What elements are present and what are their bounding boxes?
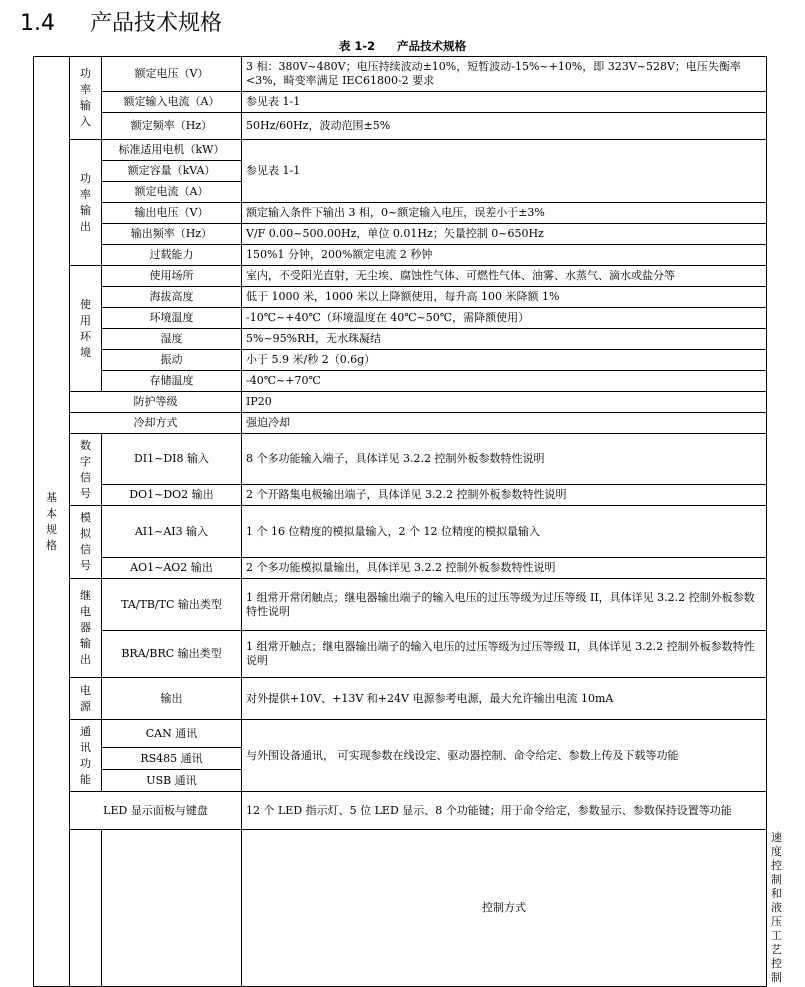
ai-input-label: AI1~AI3 输入 <box>102 506 242 558</box>
usage-place-label: 使用场所 <box>102 266 242 287</box>
ta-output-value: 1 组常开常闭触点；继电器输出端子的输入电压的过压等级为过压等级 II，具体详见 3.2.2 控制外板参数特性说明 <box>242 579 767 631</box>
section-title: 产品技术规格 <box>90 11 223 36</box>
table-row <box>34 224 767 245</box>
rated-input-current-value: 参见表 1-1 <box>242 92 767 113</box>
bra-output-label: BRA/BRC 输出类型 <box>102 631 242 678</box>
comm-value: 与外围设备通讯， 可实现参数在线设定、驱动器控制、命令给定、参数上传及下载等功能 <box>242 720 767 792</box>
table-row <box>34 792 767 830</box>
caption-title: 产品技术规格 <box>397 39 467 53</box>
table-row <box>34 140 767 161</box>
table-row <box>34 371 767 392</box>
table-row <box>34 113 767 140</box>
power-supply-label: 输出 <box>102 678 242 720</box>
rated-capacity-label: 额定容量（kVA） <box>102 161 242 182</box>
basic-spec-group-label: 基本规格 <box>46 490 57 552</box>
ambient-temp-value: -10℃~+40℃（环境温度在 40℃~50℃，需降额使用） <box>242 308 767 329</box>
di-input-value: 8 个多功能输入端子，具体详见 3.2.2 控制外板参数特性说明 <box>242 434 767 485</box>
rated-frequency-label: 额定频率（Hz） <box>102 113 242 140</box>
table-row: 控制方式 速度控制和液压工艺控制 <box>34 830 767 987</box>
storage-temp-value: -40℃~+70℃ <box>242 371 767 392</box>
table-row <box>34 506 767 558</box>
table-row <box>34 485 767 506</box>
can-comm-label: CAN 通讯 <box>102 720 242 748</box>
power-output-group-cell <box>70 140 102 266</box>
protection-value: IP20 <box>242 392 767 413</box>
rated-current-label: 额定电流（A） <box>102 182 242 203</box>
humidity-label: 湿度 <box>102 329 242 350</box>
output-voltage-label: 输出电压（V） <box>102 203 242 224</box>
table-row <box>34 308 767 329</box>
table-row <box>34 579 767 631</box>
rated-voltage-label: 额定电压（V） <box>102 57 242 92</box>
table-row <box>34 350 767 371</box>
control-empty-cell <box>102 830 242 987</box>
table-row <box>34 266 767 287</box>
output-frequency-value: V/F 0.00~500.00Hz，单位 0.01Hz；矢量控制 0~650Hz <box>242 224 767 245</box>
ao-output-value: 2 个多功能模拟量输出，具体详见 3.2.2 控制外板参数特性说明 <box>242 558 767 579</box>
analog-signal-group-cell <box>70 506 102 579</box>
table-row <box>34 245 767 266</box>
storage-temp-label: 存储温度 <box>102 371 242 392</box>
altitude-value: 低于 1000 米，1000 米以上降额使用，每升高 100 米降额 1% <box>242 287 767 308</box>
usage-place-value: 室内，不受阳光直射，无尘埃、腐蚀性气体、可燃性气体、油雾、水蒸气、滴水或盐分等 <box>242 266 767 287</box>
spec-table <box>33 56 782 987</box>
digital-signal-group-cell <box>70 434 102 506</box>
power-supply-group-label: 电源 <box>80 683 91 713</box>
table-row <box>34 203 767 224</box>
comm-group-cell <box>70 720 102 792</box>
table-row <box>34 434 767 485</box>
output-merged-value: 参见表 1-1 <box>242 140 767 203</box>
do-output-label: DO1~DO2 输出 <box>102 485 242 506</box>
power-supply-value: 对外提供+10V、+13V 和+24V 电源参考电源，最大允许输出电流 10mA <box>242 678 767 720</box>
rated-frequency-value: 50Hz/60Hz，波动范围±5% <box>242 113 767 140</box>
humidity-value: 5%~95%RH，无水珠凝结 <box>242 329 767 350</box>
cooling-label: 冷却方式 <box>70 413 242 434</box>
relay-output-group-cell <box>70 579 102 678</box>
ai-input-value: 1 个 16 位精度的模拟量输入，2 个 12 位精度的模拟量输入 <box>242 506 767 558</box>
table-caption <box>0 38 805 54</box>
table-row <box>34 558 767 579</box>
table-row <box>34 413 767 434</box>
altitude-label: 海拔高度 <box>102 287 242 308</box>
table-row <box>34 678 767 720</box>
power-input-group-cell <box>70 57 102 140</box>
vibration-value: 小于 5.9 米/秒 2（0.6g） <box>242 350 767 371</box>
table-row <box>34 329 767 350</box>
ao-output-label: AO1~AO2 输出 <box>102 558 242 579</box>
vibration-label: 振动 <box>102 350 242 371</box>
section-heading <box>20 6 222 37</box>
digital-signal-group-label: 数字信号 <box>80 438 91 500</box>
section-number: 1.4 <box>20 11 55 36</box>
control-group-cell <box>70 830 102 987</box>
rs485-comm-label: RS485 通讯 <box>102 748 242 770</box>
power-input-group-label: 功率输入 <box>80 67 91 128</box>
table-row <box>34 57 767 92</box>
standard-motor-label: 标准适用电机（kW） <box>102 140 242 161</box>
do-output-value: 2 个开路集电极输出端子，具体详见 3.2.2 控制外板参数特性说明 <box>242 485 767 506</box>
output-frequency-label: 输出频率（Hz） <box>102 224 242 245</box>
cooling-value: 强迫冷却 <box>242 413 767 434</box>
overload-label: 过载能力 <box>102 245 242 266</box>
led-panel-value: 12 个 LED 指示灯、5 位 LED 显示、8 个功能键；用于命令给定，参数显示、参数保持设置等功能 <box>242 792 767 830</box>
control-mode-label: 控制方式 <box>242 830 767 987</box>
environment-group-label: 使用环境 <box>80 297 91 359</box>
bra-output-value: 1 组常开触点；继电器输出端子的输入电压的过压等级为过压等级 II，具体详见 3.2.2 控制外板参数特性说明 <box>242 631 767 678</box>
table-row <box>34 287 767 308</box>
di-input-label: DI1~DI8 输入 <box>102 434 242 485</box>
table-row <box>34 720 767 748</box>
environment-group-cell <box>70 266 102 392</box>
overload-value: 150%1 分钟，200%额定电流 2 秒钟 <box>242 245 767 266</box>
caption-label: 表 1-2 <box>338 39 376 53</box>
protection-label: 防护等级 <box>70 392 242 413</box>
output-voltage-value: 额定输入条件下输出 3 相，0~额定输入电压，误差小于±3% <box>242 203 767 224</box>
rated-voltage-value: 3 相：380V~480V；电压持续波动±10%，短暂波动-15%~+10%，即 323V~528V；电压失衡率<3%，畸变率满足 IEC61800-2 要求 <box>242 57 767 92</box>
ta-output-label: TA/TB/TC 输出类型 <box>102 579 242 631</box>
relay-output-group-label: 继电器输出 <box>80 589 91 666</box>
power-supply-group-cell <box>70 678 102 720</box>
led-panel-label: LED 显示面板与键盘 <box>70 792 242 830</box>
comm-group-label: 通讯功能 <box>80 724 91 786</box>
usb-comm-label: USB 通讯 <box>102 770 242 792</box>
analog-signal-group-label: 模拟信号 <box>80 511 91 572</box>
rated-input-current-label: 额定输入电流（A） <box>102 92 242 113</box>
power-output-group-label: 功率输出 <box>80 171 91 233</box>
basic-spec-group-cell <box>34 57 70 987</box>
table-row <box>34 92 767 113</box>
table-row <box>34 631 767 678</box>
ambient-temp-label: 环境温度 <box>102 308 242 329</box>
table-row <box>34 392 767 413</box>
